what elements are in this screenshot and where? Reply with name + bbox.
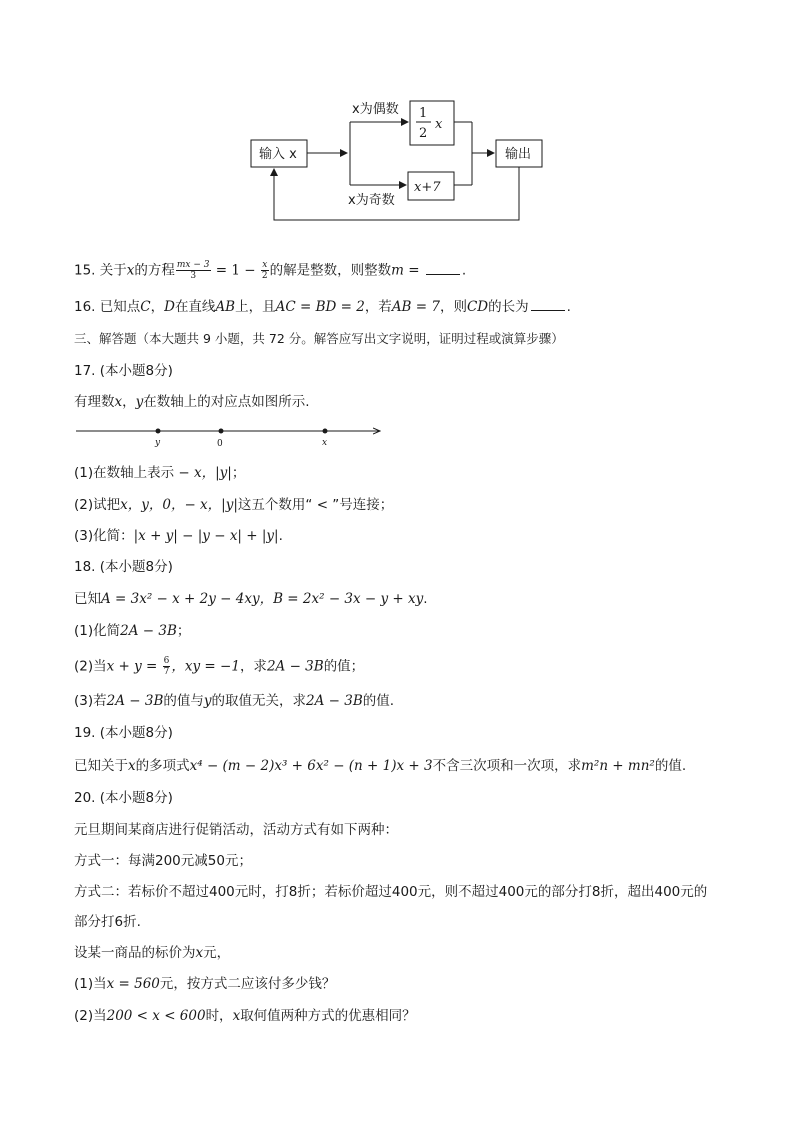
q18-math: 2A − 3B [266,658,324,675]
q18-text: 的值； [323,658,365,675]
q16-text: ，则 [439,299,467,315]
point-zero [219,429,224,434]
q17-part3 [74,527,283,545]
q20-line5 [74,944,230,962]
q16-text: ，若 [364,299,392,315]
answer-blank[interactable] [426,262,460,275]
q20-line1: 元旦期间某商店进行促销活动，活动方式有如下两种： [74,822,398,838]
q20-part1 [74,975,335,993]
fraction-numerator: mx − 3 [176,260,210,270]
q16-point-d: D [164,299,175,315]
q18-fraction [163,656,171,677]
q20-text: (2)当 [74,1008,107,1024]
q20-text: 设某一商品的标价为 [74,945,196,961]
q18-text: (1)化简 [74,623,121,639]
answer-blank[interactable] [531,298,565,311]
question-15 [74,260,466,281]
q17-part1 [74,464,245,482]
point-y [156,429,161,434]
half-var: x [435,117,443,132]
q20-text: 元， [203,945,231,961]
q20-text: 时， [205,1008,233,1024]
q19-head: 19. (本小题8分) [74,725,173,741]
q18-text: ； [176,623,191,639]
half-denominator: 2 [419,126,428,141]
q18-text: 的值. [362,693,395,709]
q15-equals: = 1 − [211,262,260,279]
q17-intro [74,393,310,411]
q15-text: 15. 关于 [74,262,127,279]
label-y: y [155,438,161,448]
q17-math: − x，|y| [174,465,232,481]
q18-math: 2A − 3B [306,693,363,709]
q20-line2: 方式一：每满200元减50元； [74,853,252,869]
q18-math: A = 3x² − x + 2y − 4xy，B = 2x² − 3x − y + xy [101,591,424,607]
q17-text: ， [122,394,136,410]
q17-text: 有理数 [74,394,115,410]
q17-text: ； [231,465,246,481]
q16-point-c: C [140,299,151,315]
half-numerator: 1 [419,106,428,121]
q15-fraction-2 [261,260,269,281]
q20-math: x = 560 [106,976,160,992]
q18-text: . [423,591,428,607]
q17-math: |x + y| − |y − x| + |y| [133,528,279,544]
q15-text: 的解是整数，则整数 [269,262,392,279]
label-zero: 0 [217,439,223,449]
q20-math: 200 < x < 600 [106,1008,206,1024]
fraction-numerator: 6 [163,656,170,666]
q17-var-y: y [135,394,144,410]
fraction-denominator: 3 [190,271,197,281]
q20-text: 取何值两种方式的优惠相同？ [240,1008,416,1024]
odd-label: x为奇数 [348,193,395,208]
q18-text: (2)当 [74,658,107,675]
q17-part2 [74,496,393,514]
q16-condition: AC = BD = 2 [275,299,365,315]
q20-var-x: x [195,945,204,961]
q16-segment-cd: CD [466,299,489,315]
q20-line4: 部分打6折. [74,914,141,930]
plus7-label: x+7 [414,180,441,195]
q16-text: 16. 已知点 [74,299,141,315]
q18-part2 [74,656,364,677]
q17-var-x: x [114,394,123,410]
q19-text: 的值. [654,758,687,774]
q16-period: . [566,299,571,315]
q15-var-m: m [391,262,404,279]
even-label: x为偶数 [352,102,399,117]
q16-text: 在直线 [174,299,216,315]
q19-polynomial: x⁴ − (m − 2)x³ + 6x² − (n + 1)x + 3 [189,758,433,774]
q16-text: 的长为 [488,299,529,315]
q20-head: 20. (本小题8分) [74,790,173,806]
q18-math: x + y = [106,658,162,675]
q15-text: 的方程 [134,262,175,279]
q17-text: . [278,528,283,544]
number-line [70,420,390,450]
q18-text: (3)若 [74,693,107,709]
q17-text: (1)在数轴上表示 [74,465,175,481]
q15-equals: = [403,262,424,279]
question-16 [74,298,571,316]
q18-given [74,590,428,608]
q18-text: ，求 [239,658,267,675]
fraction-denominator: 2 [261,271,268,281]
q16-text: ， [150,299,165,315]
fraction-denominator: 7 [163,667,170,677]
q17-math: x，y，0，− x，|y| [120,497,238,513]
label-x: x [322,438,328,448]
q17-head: 17. (本小题8分) [74,363,173,379]
q20-part2 [74,1007,416,1025]
point-x [323,429,328,434]
q20-var-x: x [232,1008,241,1024]
q18-math: ，xy = −1 [171,658,240,675]
q18-head: 18. (本小题8分) [74,559,173,575]
q18-part3 [74,692,394,710]
q19-body [74,757,686,775]
q19-text: 的多项式 [135,758,190,774]
q17-text: (2)试把 [74,497,121,513]
flowchart [0,0,794,240]
q18-text: 的值与 [163,693,204,709]
q18-var-y: y [203,693,212,709]
q18-text: 的取值无关，求 [211,693,307,709]
q15-fraction [176,260,211,281]
q16-text: 上，且 [235,299,276,315]
q19-text: 已知关于 [74,758,128,774]
q17-text: 在数轴上的对应点如图所示. [143,394,310,410]
q15-var: x [126,262,135,279]
q16-condition: AB = 7 [391,299,440,315]
section-heading: 三、解答题（本大题共 9 小题，共 72 分。解答应写出文字说明，证明过程或演算步骤） [74,331,564,346]
output-label: 输出 [505,147,532,162]
q18-part1 [74,622,190,640]
q19-var-x: x [128,758,136,774]
q17-text: 这五个数用“ < ”号连接； [237,497,394,513]
q16-line-ab: AB [215,299,236,315]
q20-line3: 方式二：若标价不超过400元时，打8折；若标价超过400元，则不超过400元的部分打8折，超出400元的 [74,884,708,900]
input-label: 输入 x [259,147,297,162]
q20-text: (1)当 [74,976,107,992]
q18-text: 已知 [74,591,101,607]
half-box [410,101,454,145]
q18-math: 2A − 3B [106,693,164,709]
q15-period: . [461,262,467,279]
q18-math: 2A − 3B [120,623,177,639]
q20-text: 元，按方式二应该付多少钱？ [159,976,336,992]
fraction-numerator: x [262,260,268,270]
q19-text: 不含三次项和一次项，求 [432,758,582,774]
q19-expression: m²n + mn² [581,758,655,774]
q17-text: (3)化简： [74,528,134,544]
